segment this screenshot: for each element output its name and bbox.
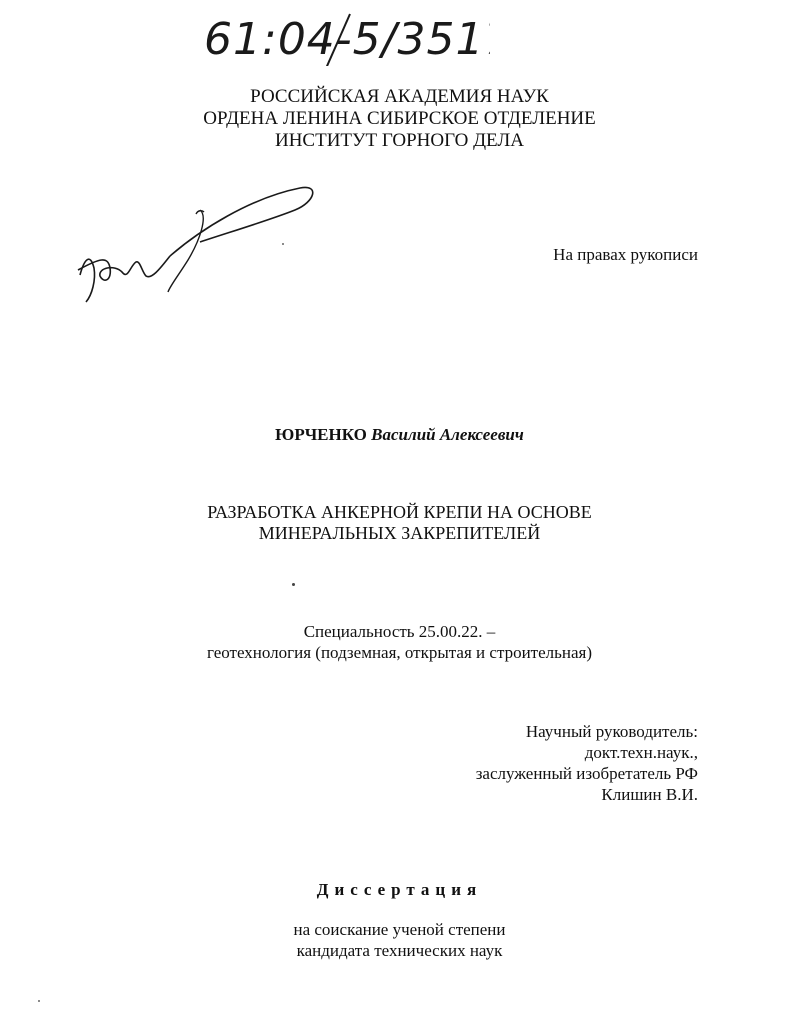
specialty-description: геотехнология (подземная, открытая и строительная) [206, 643, 593, 662]
supervisor-honor: заслуженный изобретатель РФ [475, 764, 698, 783]
thesis-title-line-1: РАЗРАБОТКА АНКЕРНОЙ КРЕПИ НА ОСНОВЕ [207, 502, 592, 522]
handwritten-archive-code-drawing [200, 4, 490, 66]
specialty-block [0, 621, 799, 663]
scan-speck [38, 1000, 40, 1002]
author-surname: ЮРЧЕНКО [275, 425, 367, 444]
supervisor-block [476, 721, 698, 805]
supervisor-degree: докт.техн.наук., [584, 743, 698, 762]
document-type-heading: Диссертация [316, 880, 483, 899]
organization-line-academy: РОССИЙСКАЯ АКАДЕМИЯ НАУК [250, 86, 549, 107]
archive-code-text: 61:04-5/3517 [204, 14, 490, 65]
organization-header [0, 86, 799, 152]
degree-sought-line-1: на соискание ученой степени [293, 920, 506, 939]
thesis-title [0, 502, 799, 544]
degree-sought-block [0, 919, 799, 961]
handwritten-signature [70, 180, 330, 310]
scan-speck [282, 243, 284, 245]
specialty-code: Специальность 25.00.22. – [303, 622, 496, 641]
handwritten-archive-code [200, 4, 490, 66]
degree-sought-line-2: кандидата технических наук [296, 941, 503, 960]
author-given-names: Василий Алексеевич [371, 425, 524, 444]
manuscript-rights-note: На правах рукописи [553, 245, 698, 264]
supervisor-name: Клишин В.И. [601, 785, 698, 804]
supervisor-label: Научный руководитель: [525, 722, 698, 741]
author-name [0, 425, 799, 445]
organization-line-institute: ИНСТИТУТ ГОРНОГО ДЕЛА [274, 130, 524, 151]
thesis-title-line-2: МИНЕРАЛЬНЫХ ЗАКРЕПИТЕЛЕЙ [258, 523, 541, 543]
scan-dot [292, 583, 295, 586]
signature-drawing [70, 180, 330, 310]
organization-line-branch: ОРДЕНА ЛЕНИНА СИБИРСКОЕ ОТДЕЛЕНИЕ [203, 108, 596, 129]
